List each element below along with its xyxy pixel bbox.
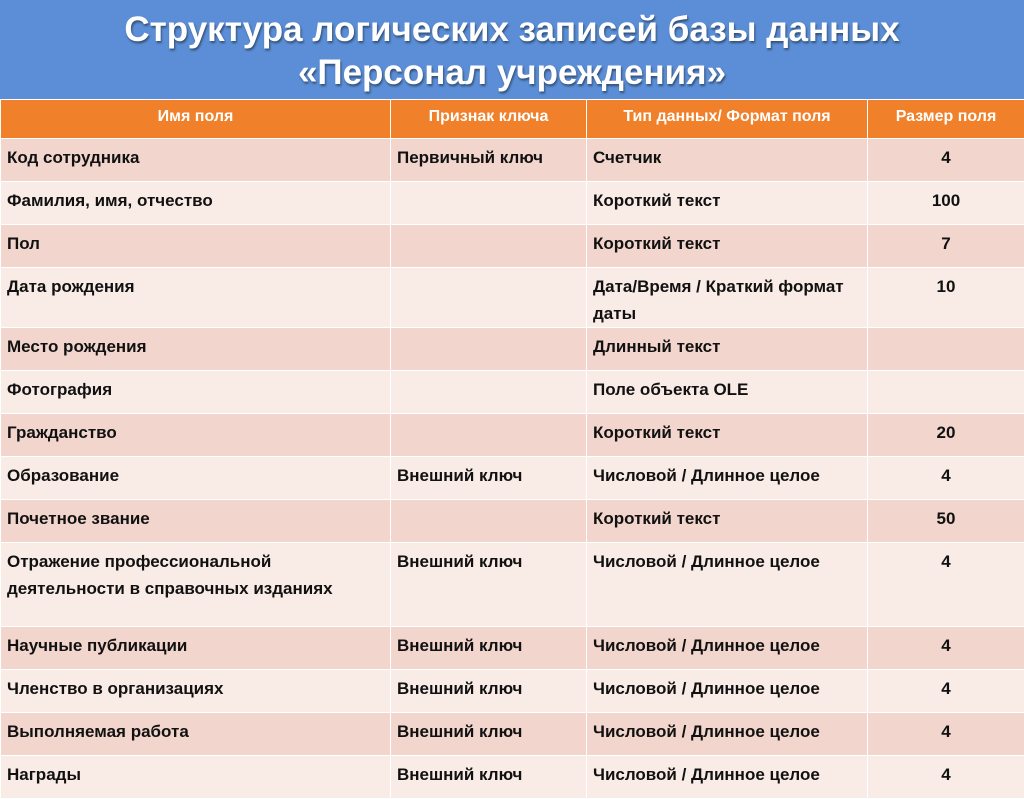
cell-key-flag: Внешний ключ: [391, 457, 587, 500]
cell-field-size: 100: [868, 182, 1024, 225]
header-field-name: Имя поля: [1, 100, 391, 139]
slide-title-line-2: «Персонал учреждения»: [298, 51, 726, 94]
cell-field-size: 50: [868, 500, 1024, 543]
header-data-type: Тип данных/ Формат поля: [587, 100, 868, 139]
table-row: [1, 225, 1024, 268]
table-row: [1, 500, 1024, 543]
cell-field-name: Награды: [1, 756, 391, 799]
table-row: [1, 457, 1024, 500]
cell-field-size: 10: [868, 268, 1024, 328]
table-row: [1, 414, 1024, 457]
cell-key-flag: [391, 500, 587, 543]
cell-field-size: [868, 371, 1024, 414]
cell-field-name: Код сотрудника: [1, 139, 391, 182]
table-row: [1, 371, 1024, 414]
cell-field-name: Образование: [1, 457, 391, 500]
table-row: [1, 139, 1024, 182]
cell-field-name: Дата рождения: [1, 268, 391, 328]
cell-data-type: Числовой / Длинное целое: [587, 543, 868, 627]
cell-field-name: Членство в организациях: [1, 670, 391, 713]
table-row: [1, 627, 1024, 670]
cell-field-name: Фотография: [1, 371, 391, 414]
cell-field-size: 20: [868, 414, 1024, 457]
table-row: [1, 756, 1024, 799]
cell-field-name: Пол: [1, 225, 391, 268]
cell-field-name: Выполняемая работа: [1, 713, 391, 756]
cell-field-name: Гражданство: [1, 414, 391, 457]
cell-field-size: 4: [868, 543, 1024, 627]
header-field-size: Размер поля: [868, 100, 1024, 139]
slide-title-line-1: Структура логических записей базы данных: [124, 8, 899, 51]
cell-key-flag: Внешний ключ: [391, 713, 587, 756]
cell-field-name: Почетное звание: [1, 500, 391, 543]
cell-key-flag: [391, 268, 587, 328]
cell-data-type: Числовой / Длинное целое: [587, 713, 868, 756]
cell-data-type: Счетчик: [587, 139, 868, 182]
table-row: [1, 543, 1024, 627]
cell-data-type: Числовой / Длинное целое: [587, 457, 868, 500]
cell-data-type: Поле объекта OLE: [587, 371, 868, 414]
cell-field-size: 4: [868, 627, 1024, 670]
table-row: [1, 182, 1024, 225]
table-row: [1, 328, 1024, 371]
cell-key-flag: Первичный ключ: [391, 139, 587, 182]
cell-field-size: 4: [868, 457, 1024, 500]
cell-key-flag: Внешний ключ: [391, 756, 587, 799]
cell-field-size: 4: [868, 713, 1024, 756]
cell-field-name: Место рождения: [1, 328, 391, 371]
cell-data-type: Числовой / Длинное целое: [587, 670, 868, 713]
cell-data-type: Дата/Время / Краткий формат даты: [587, 268, 868, 328]
header-key-flag: Признак ключа: [391, 100, 587, 139]
cell-field-name: Отражение профессиональной деятельности в справочных изданиях: [1, 543, 391, 627]
cell-key-flag: [391, 328, 587, 371]
cell-field-size: 7: [868, 225, 1024, 268]
cell-field-size: 4: [868, 139, 1024, 182]
cell-data-type: Числовой / Длинное целое: [587, 627, 868, 670]
fields-table: [0, 99, 1024, 799]
cell-key-flag: Внешний ключ: [391, 627, 587, 670]
cell-key-flag: [391, 371, 587, 414]
cell-key-flag: [391, 414, 587, 457]
cell-data-type: Короткий текст: [587, 500, 868, 543]
cell-field-name: Научные публикации: [1, 627, 391, 670]
cell-data-type: Короткий текст: [587, 182, 868, 225]
cell-field-size: [868, 328, 1024, 371]
table-row: [1, 268, 1024, 328]
cell-key-flag: Внешний ключ: [391, 543, 587, 627]
cell-key-flag: Внешний ключ: [391, 670, 587, 713]
cell-data-type: Длинный текст: [587, 328, 868, 371]
cell-key-flag: [391, 225, 587, 268]
table-header-row: [1, 100, 1024, 139]
cell-field-size: 4: [868, 756, 1024, 799]
cell-field-size: 4: [868, 670, 1024, 713]
title-bar: [0, 0, 1024, 102]
table-body: [1, 139, 1024, 799]
cell-key-flag: [391, 182, 587, 225]
cell-data-type: Короткий текст: [587, 225, 868, 268]
table-row: [1, 670, 1024, 713]
cell-data-type: Короткий текст: [587, 414, 868, 457]
cell-field-name: Фамилия, имя, отчество: [1, 182, 391, 225]
table-row: [1, 713, 1024, 756]
cell-data-type: Числовой / Длинное целое: [587, 756, 868, 799]
